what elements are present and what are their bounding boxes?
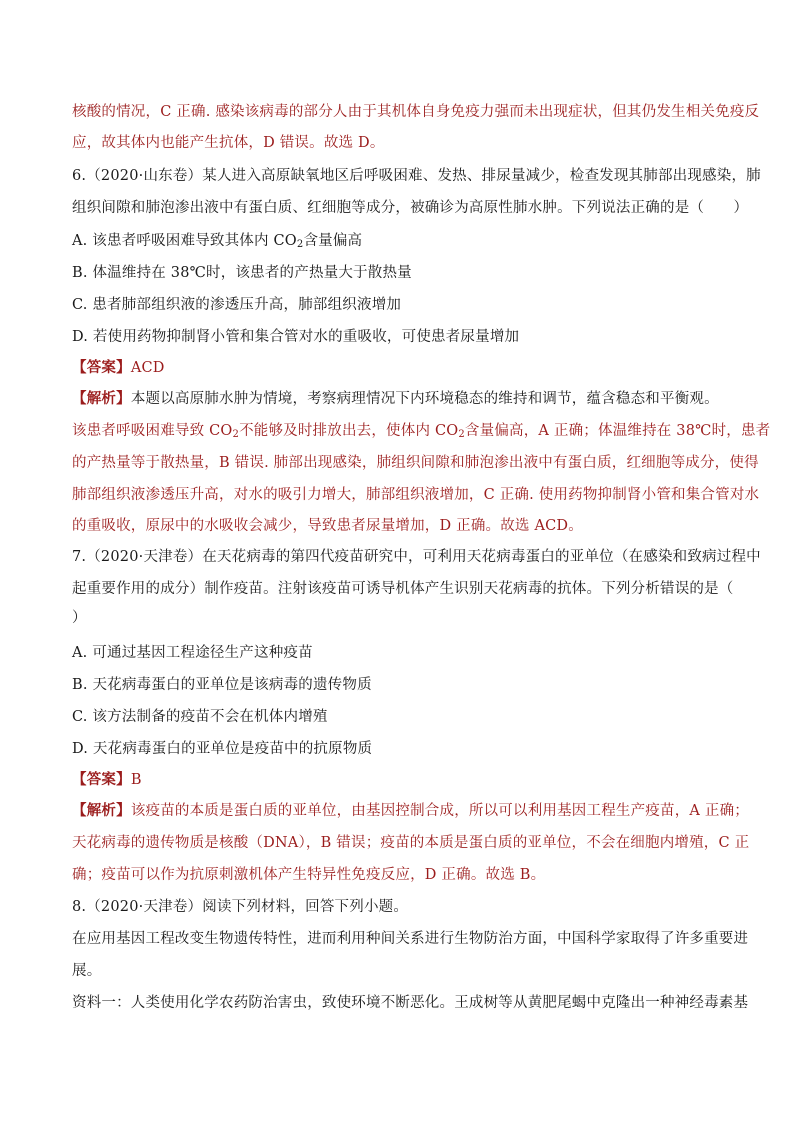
q6-analysis-line-4: 肺部组织液渗透压升高，对水的吸引力增大，肺部组织液增加，C 正确. 使用药物抑制肾小管和集合管对水 (72, 487, 760, 503)
q7-answer (72, 770, 722, 790)
q6-option-b: B. 体温维持在 38℃时，该患者的产热量大于散热量 (72, 265, 412, 281)
q8-stem-line-1: 8.（2020·天津卷）阅读下列材料，回答下列小题。 (72, 899, 409, 915)
q7-analysis-line-2: 天花病毒的遗传物质是核酸（DNA），B 错误；疫苗的本质是蛋白质的亚单位，不会在细胞内增殖，C 正 (72, 835, 750, 851)
q7-analysis-text-1: 该疫苗的本质是蛋白质的亚单位，由基因控制合成，所以可以利用基因工程生产疫苗，A 正确； (130, 803, 749, 819)
q6-option-a-text: A. 该患者呼吸困难导致其体内 CO (72, 233, 297, 249)
q6-option-a-text-end: 含量偏高 (303, 233, 363, 249)
q6-analysis-text-2c: 含量偏高，A 正确；体温维持在 38℃时，患者 (464, 423, 771, 439)
q6-answer (72, 358, 722, 378)
q7-option-b: B. 天花病毒蛋白的亚单位是该病毒的遗传物质 (72, 677, 372, 693)
q8-stem-line-3: 展。 (72, 963, 102, 979)
q7-stem-line-2: 起重要作用的成分）制作疫苗。注射该疫苗可诱导机体产生识别天花病毒的抗体。下列分析错误的是（ (72, 581, 734, 597)
q6-option-a-sub: 2 (296, 239, 304, 250)
q6-stem-line-2: 组织间隙和肺泡渗出液中有蛋白质、红细胞等成分，被确诊为高原性肺水肿。下列说法正确的是（ ） (72, 200, 749, 216)
q6-option-c: C. 患者肺部组织液的渗透压升高，肺部组织液增加 (72, 297, 402, 313)
q6-stem-line-1: 6.（2020·山东卷）某人进入高原缺氧地区后呼吸困难、发热、排尿量减少，检查发现其肺部出现感染，肺 (72, 168, 761, 184)
q7-analysis-line-3: 确；疫苗可以作为抗原刺激机体产生特异性免疫反应，D 正确。故选 B。 (72, 867, 546, 883)
q7-answer-tag: 【答案】 (72, 771, 131, 788)
q6-answer-tag: 【答案】 (72, 359, 131, 376)
q8-stem-line-2: 在应用基因工程改变生物遗传特性，进而利用种间关系进行生物防治方面，中国科学家取得了许多重要进 (72, 931, 749, 947)
q7-stem-line-1: 7.（2020·天津卷）在天花病毒的第四代疫苗研究中，可利用天花病毒蛋白的亚单位（在感染和致病过程中 (72, 549, 761, 565)
q8-material-line-1: 资料一：人类使用化学农药防治害虫，致使环境不断恶化。王成树等从黄肥尾蝎中克隆出一种神经毒素基 (72, 995, 749, 1011)
q6-analysis-line-1 (72, 389, 722, 409)
q7-option-a: A. 可通过基因工程途径生产这种疫苗 (72, 645, 313, 661)
intro-line-2: 应，故其体内也能产生抗体，D 错误。故选 D。 (72, 135, 385, 151)
q6-analysis-line-3: 的产热量等于散热量，B 错误. 肺部出现感染，肺组织间隙和肺泡渗出液中有蛋白质，红细胞等成分，使得 (72, 455, 759, 471)
q6-analysis-sub-1: 2 (232, 429, 240, 440)
q6-analysis-tag: 【解析】 (72, 390, 131, 407)
q6-option-a (72, 231, 722, 251)
q7-option-c: C. 该方法制备的疫苗不会在机体内增殖 (72, 709, 328, 725)
q7-answer-value: B (130, 772, 142, 788)
q7-analysis-tag: 【解析】 (72, 802, 131, 819)
q6-answer-value: ACD (130, 360, 165, 376)
q7-stem-line-3: ） (72, 610, 87, 626)
intro-line-1: 核酸的情况，C 正确. 感染该病毒的部分人由于其机体自身免疫力强而未出现症状，但其仍发生相关免疫反 (72, 104, 760, 120)
q6-analysis-line-5: 的重吸收，原尿中的水吸收会减少，导致患者尿量增加，D 正确。故选 ACD。 (72, 518, 583, 534)
q6-analysis-line-2 (72, 421, 771, 441)
q6-option-d: D. 若使用药物抑制肾小管和集合管对水的重吸收，可使患者尿量增加 (72, 329, 520, 345)
q7-analysis-line-1 (72, 801, 749, 821)
q7-option-d: D. 天花病毒蛋白的亚单位是疫苗中的抗原物质 (72, 741, 373, 757)
q6-analysis-text-1: 本题以高原肺水肿为情境，考察病理情况下内环境稳态的维持和调节，蕴含稳态和平衡观。 (130, 391, 719, 407)
q6-analysis-text-2a: 该患者呼吸困难导致 CO (72, 423, 233, 439)
q6-analysis-text-2b: 不能够及时排放出去，使体内 CO (239, 423, 459, 439)
q6-analysis-sub-2: 2 (458, 429, 465, 440)
